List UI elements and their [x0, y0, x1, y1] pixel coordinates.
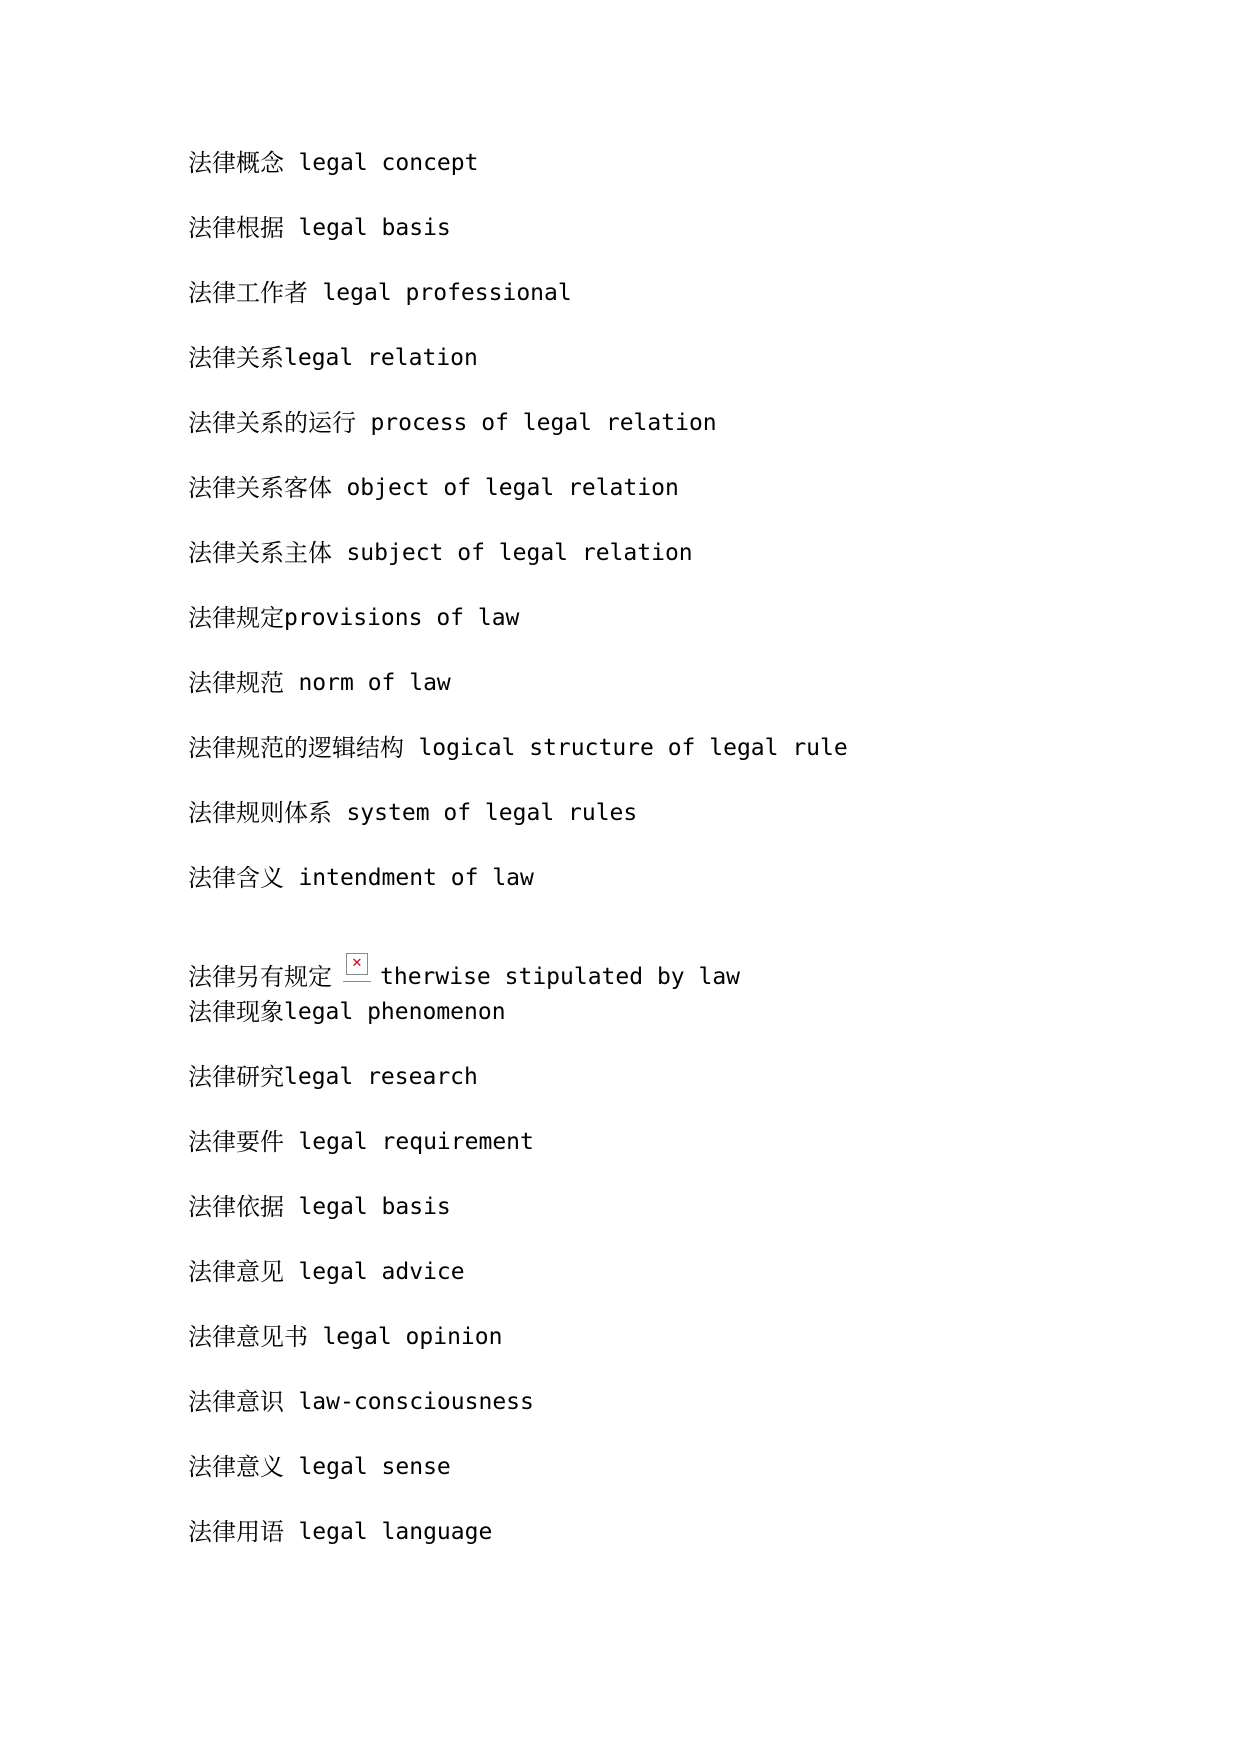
entry-term: 法律意义: [188, 1453, 284, 1481]
entry-translation: therwise stipulated by law: [380, 964, 741, 990]
glossary-entry: [188, 473, 1188, 538]
entry-term: 法律依据: [188, 1193, 284, 1221]
entry-term: 法律关系客体: [188, 474, 332, 502]
entry-term: 法律规则体系: [188, 799, 332, 827]
glossary-entry: [188, 1257, 1188, 1322]
glossary-entry: [188, 1192, 1188, 1257]
entry-term: 法律意识: [188, 1388, 284, 1416]
glossary-entry: [188, 343, 1188, 408]
entry-term: 法律关系主体: [188, 539, 332, 567]
glossary-entry: [188, 1452, 1188, 1517]
glossary-entry: [188, 538, 1188, 603]
entry-translation: legal basis: [298, 1194, 451, 1220]
glossary-entry: [188, 213, 1188, 278]
entry-translation: subject of legal relation: [346, 540, 693, 566]
entry-term: 法律关系的运行: [188, 409, 356, 437]
entry-translation: legal language: [298, 1519, 493, 1545]
glossary-entry: [188, 278, 1188, 343]
entry-translation: legal phenomenon: [284, 999, 506, 1025]
entry-term: 法律意见书: [188, 1323, 308, 1351]
glossary-entry: [188, 1517, 1188, 1582]
entry-term: 法律现象: [188, 998, 284, 1026]
entry-term: 法律要件: [188, 1128, 284, 1156]
glossary-entry: [188, 997, 1188, 1062]
entry-term: 法律关系: [188, 344, 284, 372]
glossary-entry: [188, 603, 1188, 668]
glossary-entry: [188, 408, 1188, 473]
entry-translation: norm of law: [298, 670, 451, 696]
entry-term: 法律意见: [188, 1258, 284, 1286]
entry-term: 法律规定: [188, 604, 284, 632]
entry-term: 法律用语: [188, 1518, 284, 1546]
glossary-entry: [188, 1062, 1188, 1127]
glossary-entry: [188, 928, 1188, 997]
entry-term: 法律规范: [188, 669, 284, 697]
entry-translation: legal concept: [298, 150, 479, 176]
entry-translation: object of legal relation: [346, 475, 679, 501]
entry-term: 法律概念: [188, 149, 284, 177]
glossary-entry: [188, 798, 1188, 863]
glossary-entry: [188, 863, 1188, 928]
entry-term: 法律另有规定: [188, 963, 332, 991]
glossary-entry: [188, 1127, 1188, 1192]
glossary-entry: [188, 1387, 1188, 1452]
entry-term: 法律研究: [188, 1063, 284, 1091]
entry-translation: legal sense: [298, 1454, 451, 1480]
entry-translation: legal basis: [298, 215, 451, 241]
glossary-entry: [188, 148, 1188, 213]
entry-translation: legal advice: [298, 1259, 465, 1285]
entry-translation: process of legal relation: [370, 410, 717, 436]
entry-term: 法律规范的逻辑结构: [188, 734, 404, 762]
entry-translation: provisions of law: [284, 605, 520, 631]
entry-term: 法律根据: [188, 214, 284, 242]
entry-translation: legal research: [284, 1064, 478, 1090]
entry-term: 法律工作者: [188, 279, 308, 307]
entry-translation: intendment of law: [298, 865, 534, 891]
glossary-entry: [188, 1322, 1188, 1387]
glossary-list: [188, 148, 1188, 1582]
entry-translation: law-consciousness: [298, 1389, 534, 1415]
entry-translation: legal relation: [284, 345, 478, 371]
glossary-entry: [188, 668, 1188, 733]
entry-translation: legal opinion: [322, 1324, 503, 1350]
entry-translation: system of legal rules: [346, 800, 638, 826]
broken-image-icon: ✕: [346, 953, 368, 975]
entry-translation: logical structure of legal rule: [418, 735, 848, 761]
entry-translation: legal requirement: [298, 1129, 534, 1155]
entry-term: 法律含义: [188, 864, 284, 892]
entry-translation: legal professional: [322, 280, 572, 306]
glossary-entry: [188, 733, 1188, 798]
